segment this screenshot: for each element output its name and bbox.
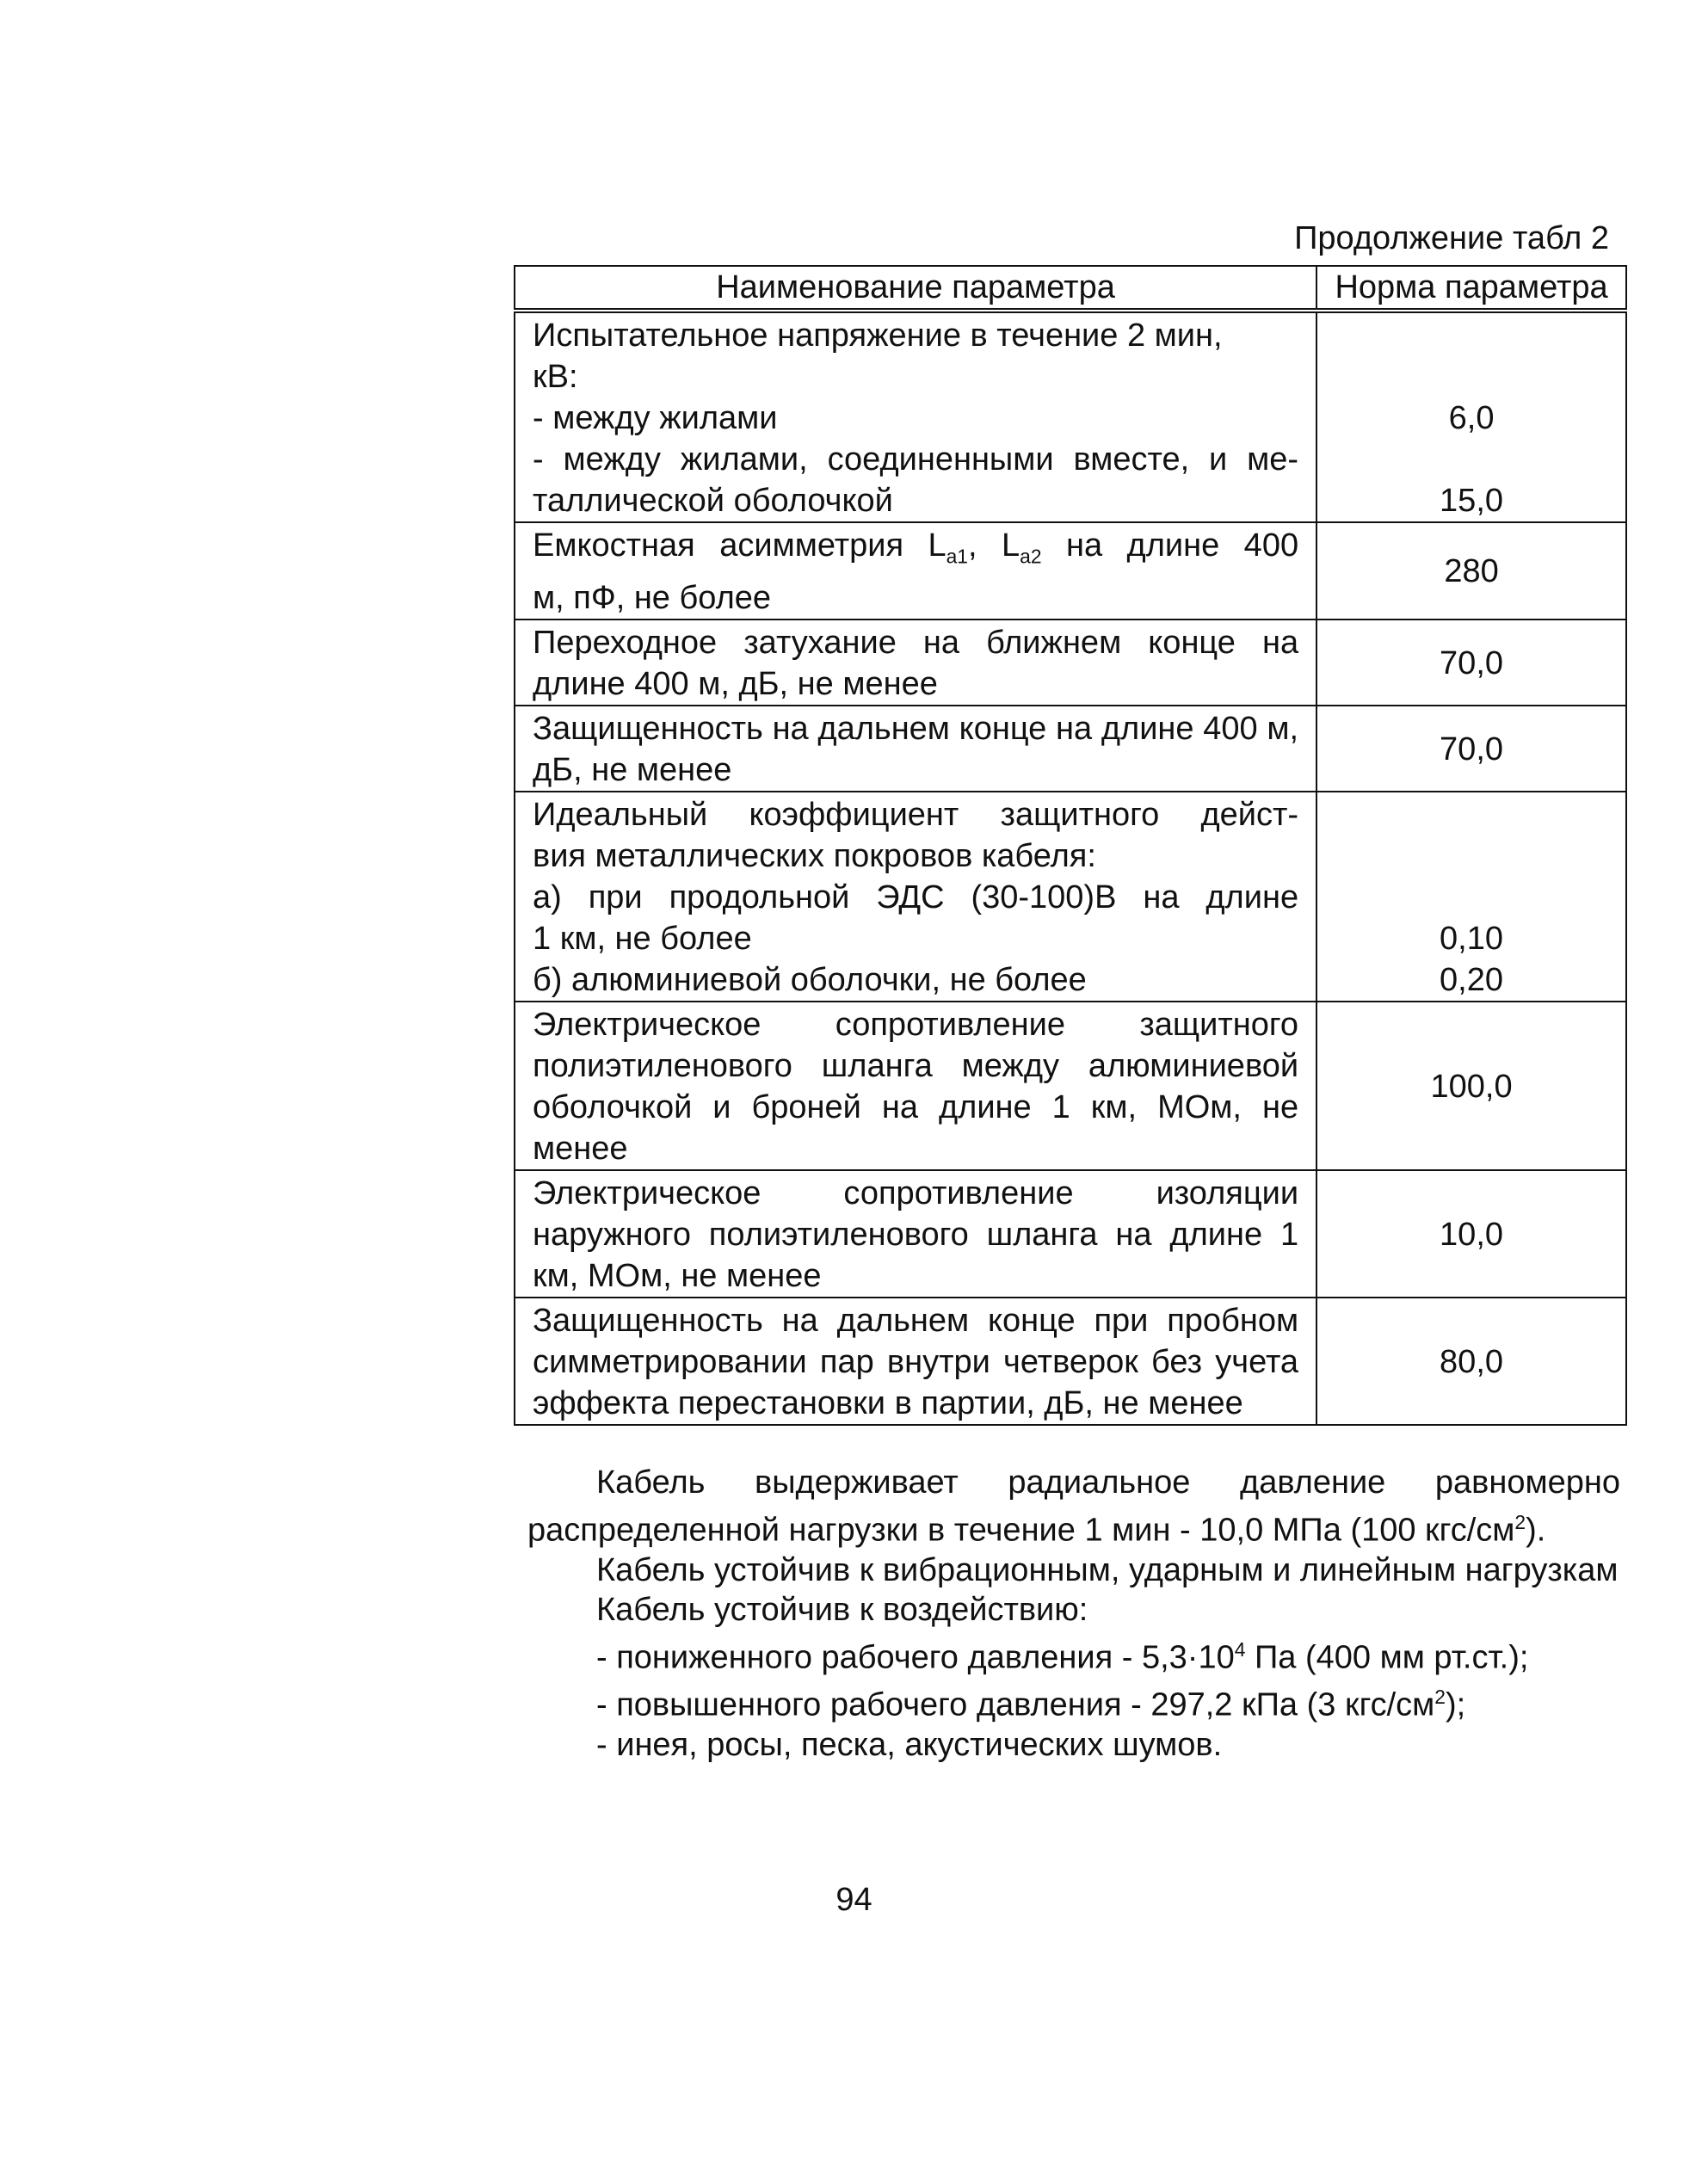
table-header-row	[515, 266, 1626, 311]
parameter-name-cell: Защищенность на дальнем конце на длине 400 м, дБ, не менее	[515, 706, 1316, 792]
parameter-name-cell: Электрическое сопротивление изоляции наружного полиэтиленового шланга на длине 1 км, МОм, не менее	[515, 1170, 1316, 1298]
parameter-name-line: м, пФ, не более	[533, 579, 772, 616]
parameter-value: 0,10	[1440, 920, 1504, 957]
table-row	[515, 1298, 1626, 1425]
parameter-name-line: а) при продольной ЭДС (30-100)В на длине	[533, 878, 1299, 915]
parameter-name-cell	[515, 792, 1316, 1002]
parameter-name-line: - между жилами	[533, 400, 778, 436]
column-header-parameter-name: Наименование параметра	[515, 266, 1316, 311]
page-number: 94	[836, 1882, 872, 1918]
body-text	[527, 1463, 1620, 1765]
list-item: - пониженного рабочего давления - $5,3\cdot 10^4$ Па (400 мм рт.ст.);	[596, 1637, 1529, 1676]
parameter-value-cell: 70,0	[1316, 706, 1626, 792]
paragraph-resistance-intro: Кабель устойчив к воздействию:	[596, 1591, 1088, 1628]
parameter-value-cell: 10,0	[1316, 1170, 1626, 1298]
parameter-value: 0,20	[1440, 961, 1504, 998]
table-row	[515, 620, 1626, 706]
paragraph-vibration: Кабель устойчив к вибрационным, ударным и линейным нагрузкам	[596, 1551, 1619, 1588]
parameter-value-cell: 280	[1316, 522, 1626, 620]
parameter-name-cell	[515, 522, 1316, 620]
parameter-name-line: 1 км, не более	[533, 920, 752, 957]
parameter-name-line: Испытательное напряжение в течение 2 мин,	[533, 317, 1223, 354]
parameter-name-line: Идеальный коэффициент защитного дейст-	[533, 796, 1299, 833]
table-row	[515, 1170, 1626, 1298]
parameter-name-line: вия металлических покровов кабеля:	[533, 837, 1096, 874]
parameter-name-line: Емкостная асимметрия $L_{a1}$, $L_{a2}$ на длине 400	[533, 527, 1299, 568]
parameter-value-cell	[1316, 792, 1626, 1002]
table-row	[515, 792, 1626, 1002]
parameter-name-cell: Электрическое сопротивление защитного полиэтиленового шланга между алюминиевой оболочкой и броней на длине 1 км, МОм, не менее	[515, 1002, 1316, 1170]
table-row	[515, 706, 1626, 792]
parameter-name-line: б) алюминиевой оболочки, не более	[533, 961, 1087, 998]
parameter-value-cell: 100,0	[1316, 1002, 1626, 1170]
parameter-name-line: таллической оболочкой	[533, 483, 893, 519]
parameter-name-cell: Защищенность на дальнем конце при пробном симметрировании пар внутри четверок без учета эффекта перестановки в партии, дБ, не менее	[515, 1298, 1316, 1425]
parameter-value-cell: 70,0	[1316, 620, 1626, 706]
column-header-parameter-norm: Норма параметра	[1316, 266, 1626, 311]
parameter-name-cell: Переходное затухание на ближнем конце на длине 400 м, дБ, не менее	[515, 620, 1316, 706]
parameter-name-line: кВ:	[533, 359, 578, 395]
parameter-value: 15,0	[1440, 483, 1504, 519]
paragraph-radial-pressure: Кабель выдерживает радиальное давление равномерно распределенной нагрузки в течение 1 мин - 10,0 МПа (100 кгс/$см^2$).	[527, 1464, 1620, 1549]
parameter-value-cell: 80,0	[1316, 1298, 1626, 1425]
parameter-value: 6,0	[1448, 400, 1495, 436]
parameter-name-cell	[515, 311, 1316, 522]
list-item: - инея, росы, песка, акустических шумов.	[596, 1726, 1223, 1763]
table-row	[515, 522, 1626, 620]
parameter-value-cell	[1316, 311, 1626, 522]
parameters-table	[514, 265, 1627, 1426]
table-row	[515, 311, 1626, 522]
table-row	[515, 1002, 1626, 1170]
table-caption: Продолжение табл 2	[1294, 220, 1609, 256]
list-item: - повышенного рабочего давления - 297,2 кПа (3 кгс/$см^2$);	[596, 1686, 1466, 1723]
parameter-name-line: - между жилами, соединенными вместе, и ме-	[533, 441, 1299, 478]
